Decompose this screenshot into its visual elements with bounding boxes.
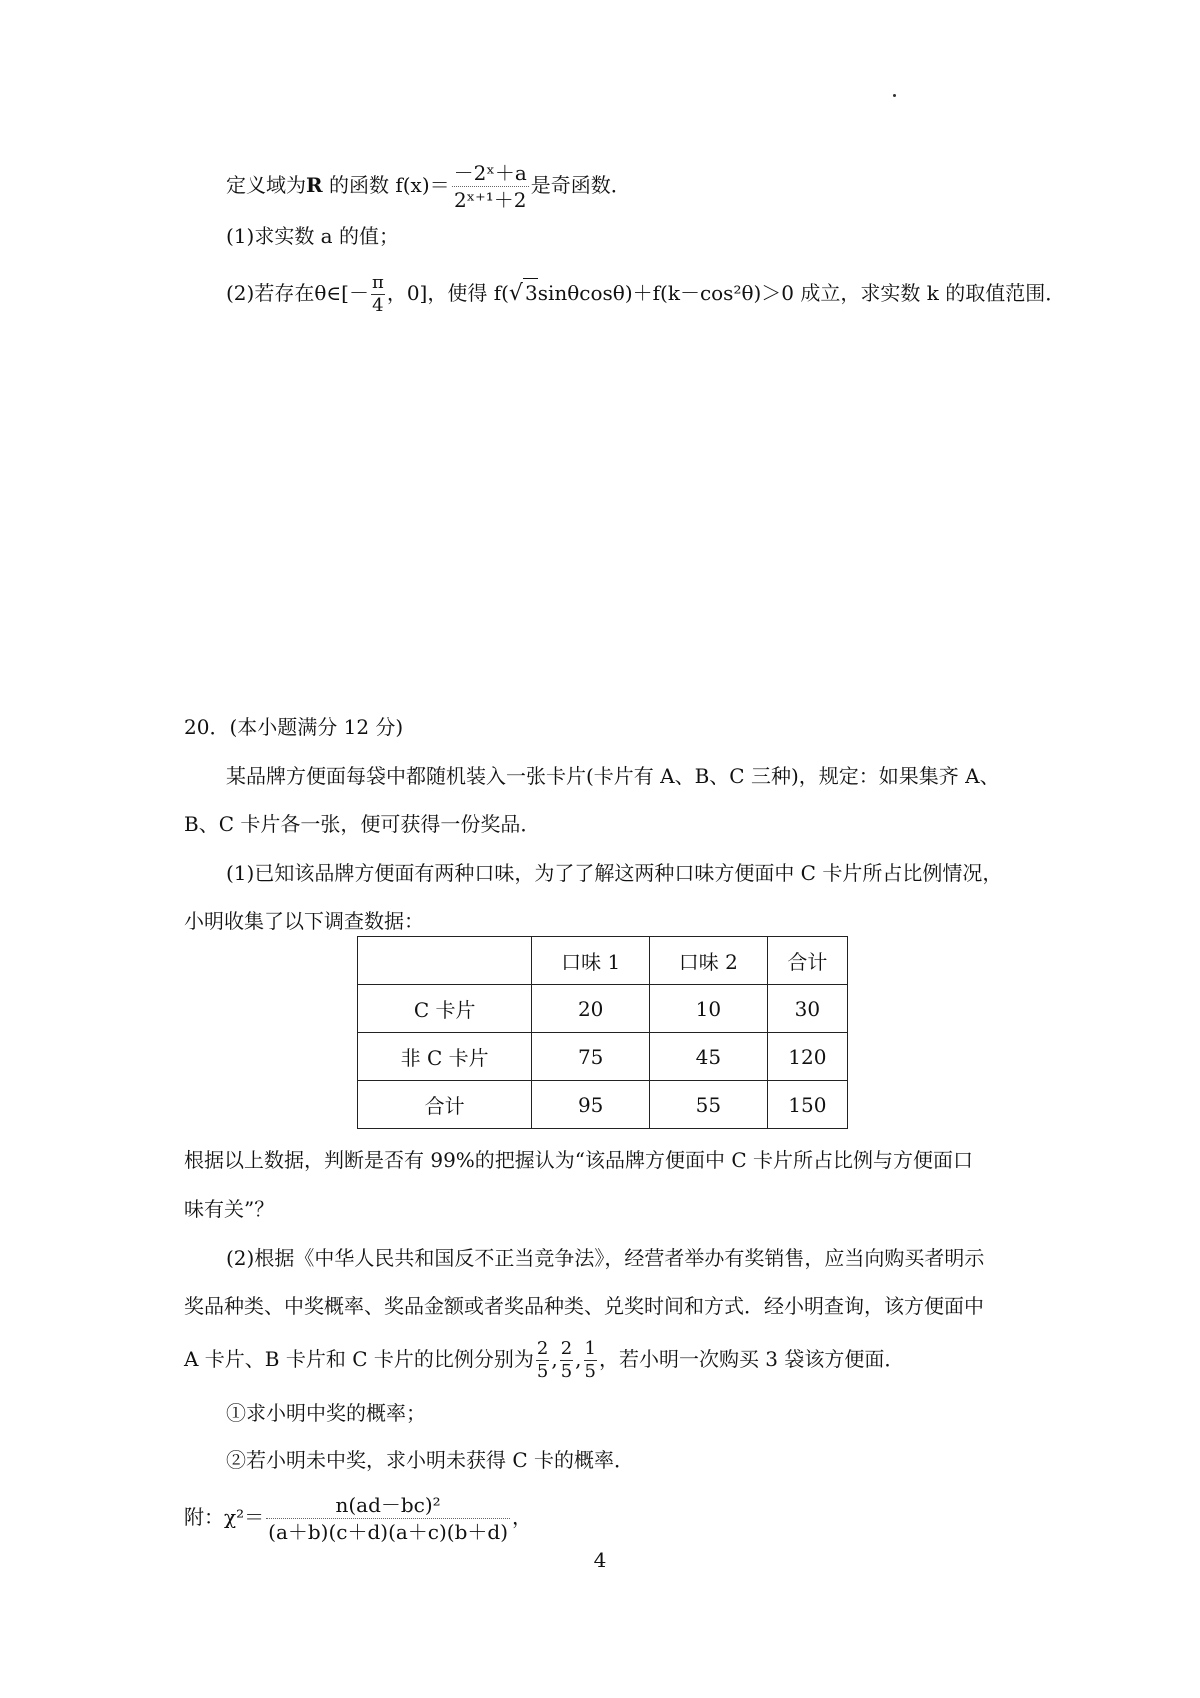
table-cell: C 卡片 [358, 985, 532, 1033]
table-header-row [358, 937, 848, 985]
q20-intro-line-1: 某品牌方便面每袋中都随机装入一张卡片(卡片有 A、B、C 三种)，规定：如果集齐 A、 [226, 764, 1000, 788]
table-row [358, 985, 848, 1033]
survey-table [357, 936, 848, 1129]
table-cell: 55 [650, 1081, 768, 1129]
reals-symbol: R [306, 173, 323, 197]
q20-header: 20．(本小题满分 12 分) [184, 715, 404, 739]
table-cell: 150 [767, 1081, 847, 1129]
table-cell: 非 C 卡片 [358, 1033, 532, 1081]
table-cell: 120 [767, 1033, 847, 1081]
q20-intro-line-2: B、C 卡片各一张，便可获得一份奖品． [184, 812, 541, 836]
ratio-fraction: $\frac{1}{5}$ [584, 1338, 596, 1382]
q20-part1-line-2: 小明收集了以下调查数据： [184, 909, 424, 933]
q20-part2-line-1: (2)根据《中华人民共和国反不正当竞争法》，经营者举办有奖销售，应当向购买者明示 [226, 1246, 985, 1270]
table-header-cell: 合计 [767, 937, 847, 985]
pi-over-four: $\frac{\pi}{4}$ [371, 272, 384, 316]
sqrt-icon: √ [508, 281, 523, 306]
table-cell: 45 [650, 1033, 768, 1081]
table-cell: 10 [650, 985, 768, 1033]
q19-part1: (1)求实数 a 的值； [226, 224, 399, 248]
table-header-cell [358, 937, 532, 985]
q19-stem: 定义域为R 的函数 f(x)＝ $\frac{\text{－2ˣ＋a}}{\text{2ˣ⁺¹＋2}}$ 是奇函数． [226, 161, 631, 212]
chi-square-fraction: $\frac{\text{n(ad－bc)²}}{(a+b)(c+d)(a+c)(b+d)}$ [268, 1493, 509, 1544]
ratio-fraction: $\frac{2}{5}$ [560, 1338, 573, 1382]
chi-square-formula: 附：χ²＝ $\frac{\text{n(ad－bc)²}}{(a+b)(c+d)(a+c)(b+d)}$ ， [184, 1493, 533, 1544]
q20-after-table-line-1: 根据以上数据，判断是否有 99%的把握认为“该品牌方便面中 C 卡片所占比例与方便面口 [184, 1148, 974, 1172]
q20-part1-line-1: (1)已知该品牌方便面有两种口味，为了了解这两种口味方便面中 C 卡片所占比例情况， [226, 861, 1003, 885]
q20-part2-line-2: 奖品种类、中奖概率、奖品金额或者奖品种类、兑奖时间和方式．经小明查询，该方便面中 [184, 1294, 984, 1318]
table-cell: 20 [532, 985, 650, 1033]
table-cell: 30 [767, 985, 847, 1033]
q20-after-table-line-2: 味有关”？ [184, 1197, 275, 1221]
table-header-cell: 口味 2 [650, 937, 768, 985]
table-cell: 95 [532, 1081, 650, 1129]
function-fraction: $\frac{\text{－2ˣ＋a}}{\text{2ˣ⁺¹＋2}}$ [453, 161, 527, 212]
page-number: 4 [593, 1548, 607, 1572]
function-name: f(x)＝ [395, 173, 450, 197]
q20-sub2: ②若小明未中奖，求小明未获得 C 卡的概率． [226, 1448, 635, 1472]
q19-part2: (2)若存在θ∈[－ $\frac{\pi}{4}$ ，0]，使得 f(√ 3sinθcosθ)＋f(k－cos²θ)＞0 成立，求实数 k 的取值范围． [226, 272, 1066, 316]
q20-part2-line-3: A 卡片、B 卡片和 C 卡片的比例分别为 $\frac{2}{5}$ , $\frac{2}{5}$ , $\frac{1}{5}$ ，若小明一次购买 3 袋该方便面． [184, 1338, 905, 1382]
q20-sub1: ①求小明中奖的概率； [226, 1401, 426, 1425]
ratio-fraction: $\frac{2}{5}$ [536, 1338, 549, 1382]
table-cell: 75 [532, 1033, 650, 1081]
table-cell: 合计 [358, 1081, 532, 1129]
table-row [358, 1081, 848, 1129]
table-header-cell: 口味 1 [532, 937, 650, 985]
table-row [358, 1033, 848, 1081]
margin-dot [893, 94, 896, 97]
